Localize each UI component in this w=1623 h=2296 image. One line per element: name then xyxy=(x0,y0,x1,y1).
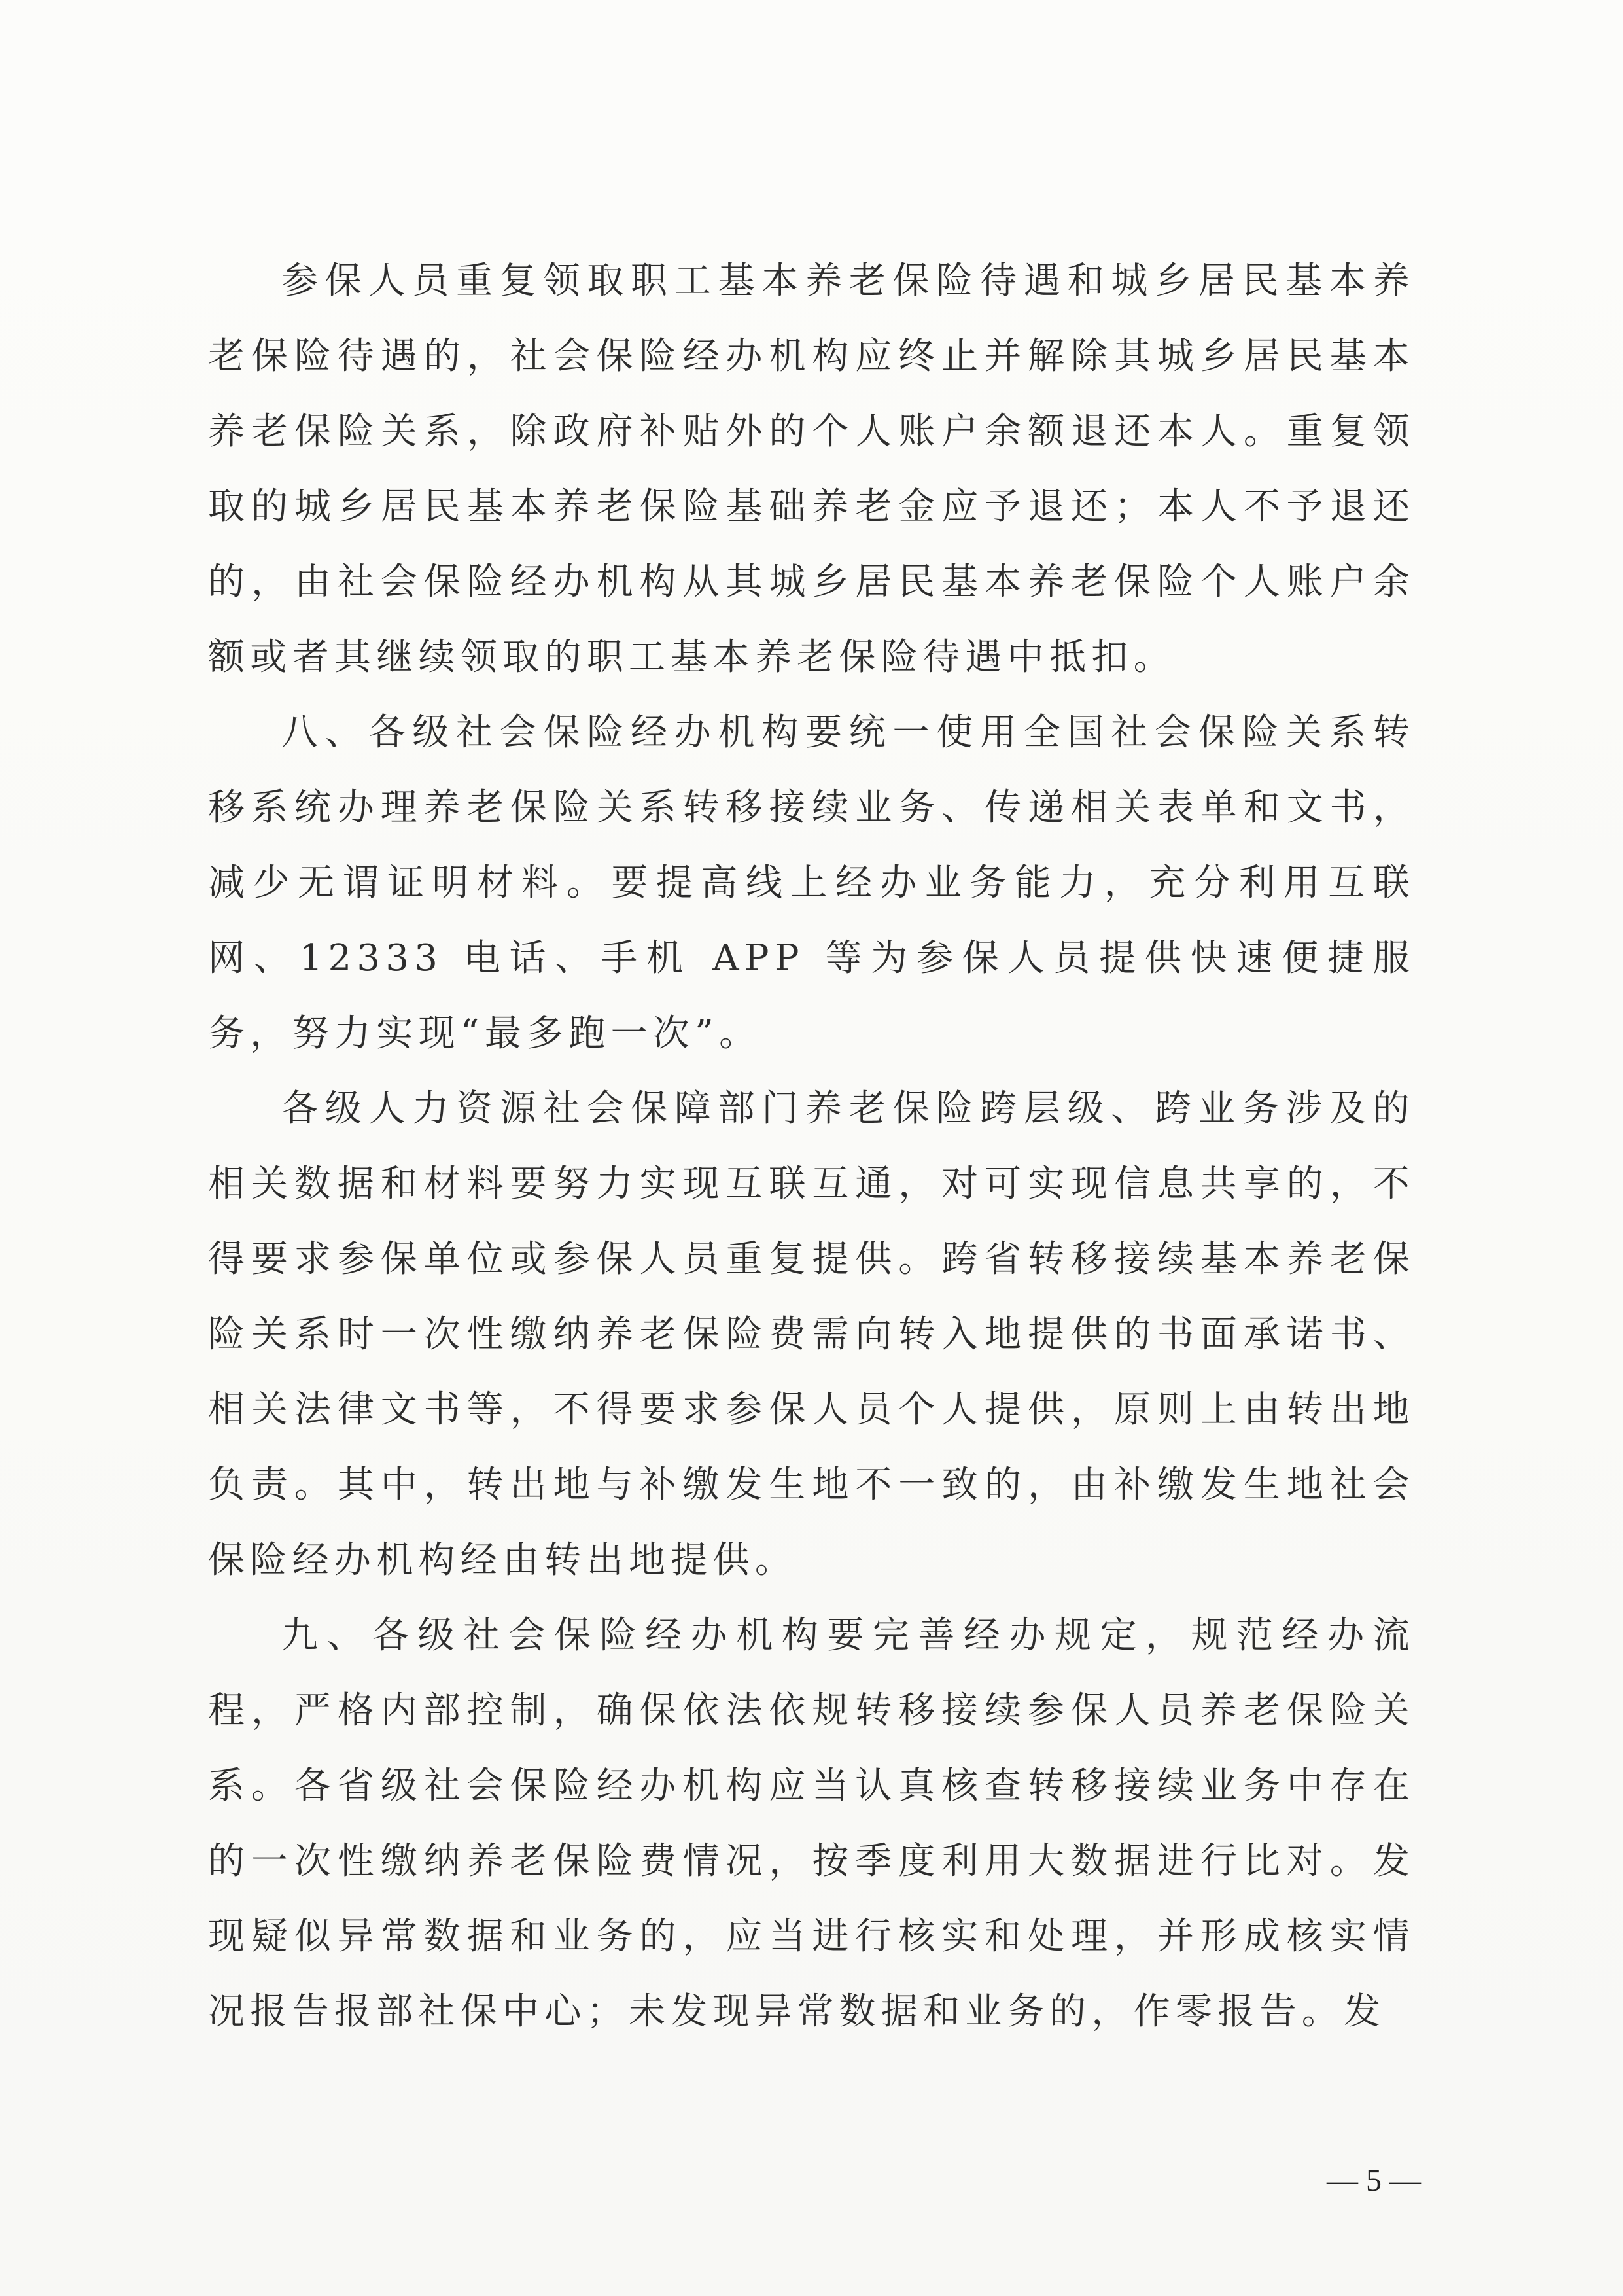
paragraph-4: 九、各级社会保险经办机构要完善经办规定，规范经办流程，严格内部控制，确保依法依规转移接续参保人员养老保险关系。各省级社会保险经办机构应当认真核查转移接续业务中存在的一次性缴纳养老保险费情况，按季度利用大数据进行比对。发现疑似异常数据和业务的，应当进行核实和处理，并形成核实情况报告报部社保中心；未发现异常数据和业务的，作零报告。发 xyxy=(208,1614,1415,2033)
paragraph-3: 各级人力资源社会保障部门养老保险跨层级、跨业务涉及的相关数据和材料要努力实现互联互通，对可实现信息共享的，不得要求参保单位或参保人员重复提供。跨省转移接续基本养老保险关系时一次性缴纳养老保险费需向转入地提供的书面承诺书、相关法律文书等，不得要求参保人员个人提供，原则上由转出地负责。其中，转出地与补缴发生地不一致的，由补缴发生地社会保险经办机构经由转出地提供。 xyxy=(208,1087,1415,1581)
document-body xyxy=(208,243,1415,2049)
paragraph-2: 八、各级社会保险经办机构要统一使用全国社会保险关系转移系统办理养老保险关系转移接续业务、传递相关表单和文书，减少无谓证明材料。要提高线上经办业务能力，充分利用互联网、12333 电话、手机 APP 等为参保人员提供快速便捷服务，努力实现“最多跑一次”。 xyxy=(208,711,1415,1055)
paragraph-1: 参保人员重复领取职工基本养老保险待遇和城乡居民基本养老保险待遇的，社会保险经办机构应终止并解除其城乡居民基本养老保险关系，除政府补贴外的个人账户余额退还本人。重复领取的城乡居民基本养老保险基础养老金应予退还；本人不予退还的，由社会保险经办机构从其城乡居民基本养老保险个人账户余额或者其继续领取的职工基本养老保险待遇中抵扣。 xyxy=(208,260,1415,679)
page-number: — 5 — xyxy=(1327,2163,1421,2198)
